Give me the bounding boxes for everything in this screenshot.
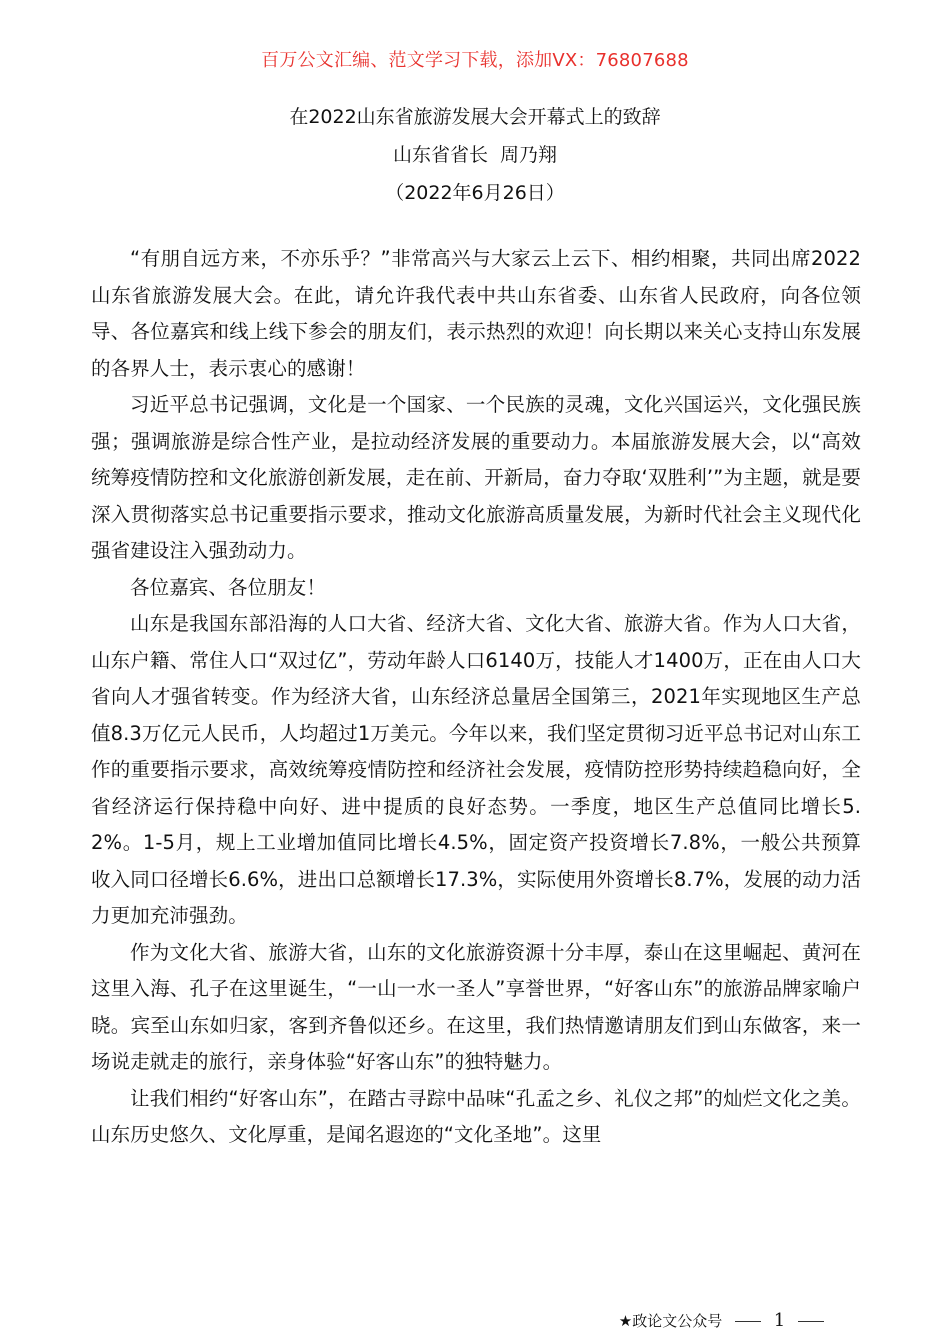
footer-dash-right [798,1321,824,1322]
speaker-line: 山东省省长 周乃翔 [392,144,558,166]
speech-date: （2022年6月26日） [385,182,565,204]
page-number: 1 [773,1310,786,1331]
paragraph: 让我们相约“好客山东”，在踏古寻踪中品味“孔孟之乡、礼仪之邦”的灿烂文化之美。山东历史悠久、文化厚重，是闻名遐迩的“文化圣地”。这里 [91,1086,861,1146]
footer-source: ★政论文公众号 [618,1312,723,1330]
speech-body [91,241,861,1154]
paragraph: 习近平总书记强调，文化是一个国家、一个民族的灵魂，文化兴国运兴，文化强民族强；强调旅游是综合性产业，是拉动经济发展的重要动力。本届旅游发展大会，以“高效统筹疫情防控和文化旅游创新发展，走在前、开新局，奋力夺取‘双胜利’”为主题，就是要深入贯彻落实总书记重要指示要求，推动文化旅游高质量发展，为新时代社会主义现代化强省建设注入强劲动力。 [91,393,861,562]
footer-dash-left [735,1321,761,1322]
watermark-banner: 百万公文汇编、范文学习下载，添加VX：76807688 [261,50,689,71]
page-footer [619,1310,832,1331]
document-title: 在2022山东省旅游发展大会开幕式上的致辞 [289,106,661,128]
paragraph: 作为文化大省、旅游大省，山东的文化旅游资源十分丰厚，泰山在这里崛起、黄河在这里入海、孔子在这里诞生，“一山一水一圣人”享誉世界，“好客山东”的旅游品牌家喻户晓。宾至山东如归家，客到齐鲁似还乡。在这里，我们热情邀请朋友们到山东做客，来一场说走就走的旅行，亲身体验“好客山东”的独特魅力。 [91,940,861,1073]
document-header [0,98,950,212]
paragraph: “有朋自远方来，不亦乐乎？”非常高兴与大家云上云下、相约相聚，共同出席2022山东省旅游发展大会。在此，请允许我代表中共山东省委、山东省人民政府，向各位领导、各位嘉宾和线上线下参会的朋友们，表示热烈的欢迎！向长期以来关心支持山东发展的各界人士，表示衷心的感谢！ [91,247,861,380]
paragraph: 各位嘉宾、各位朋友！ [130,575,327,599]
paragraph: 山东是我国东部沿海的人口大省、经济大省、文化大省、旅游大省。作为人口大省，山东户籍、常住人口“双过亿”，劳动年龄人口6140万，技能人才1400万，正在由人口大省向人才强省转变。作为经济大省，山东经济总量居全国第三，2021年实现地区生产总值8.3万亿元人民币，人均超过1万美元。今年以来，我们坚定贯彻习近平总书记对山东工作的重要指示要求，高效统筹疫情防控和经济社会发展，疫情防控形势持续趋稳向好，全省经济运行保持稳中向好、进中提质的良好态势。一季度，地区生产总值同比增长5.2%。1-5月，规上工业增加值同比增长4.5%，固定资产投资增长7.8%，一般公共预算收入同口径增长6.6%，进出口总额增长17.3%，实际使用外资增长8.7%，发展的动力活力更加充沛强劲。 [91,612,861,927]
